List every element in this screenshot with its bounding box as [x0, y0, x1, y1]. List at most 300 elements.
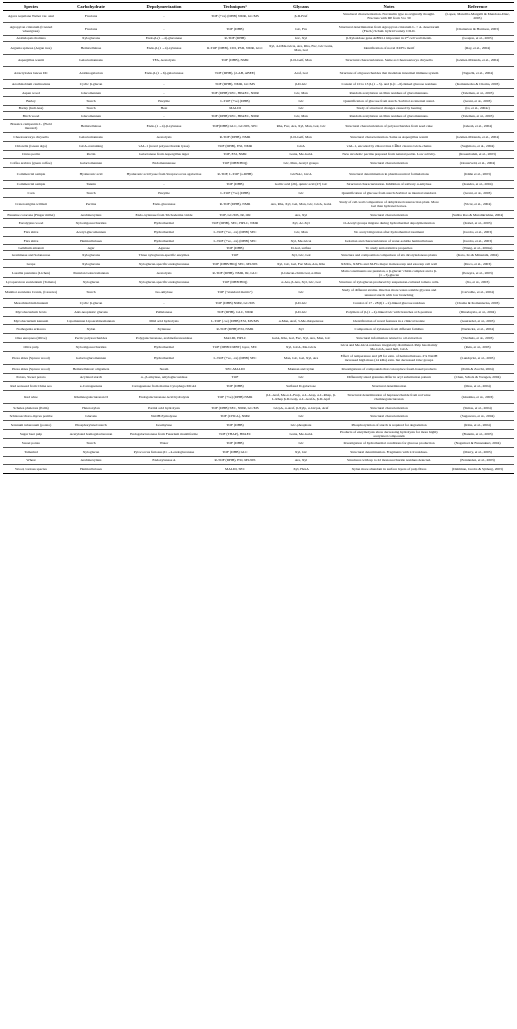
cell-carbohydrate: Fructans [59, 23, 123, 36]
cell-glycans: GalA, Me-GalA [265, 429, 337, 438]
cell-techniques: R-TOF (DHB) [205, 36, 265, 42]
cell-techniques: TOF [205, 251, 265, 260]
cell-depolymerization: Polygalacturonase, arabinofuranosidase [123, 334, 205, 343]
cell-techniques: TOF (DHB) [205, 245, 265, 251]
cell-glycans: Araf, Gal [265, 67, 337, 80]
cell-carbohydrate: Galactomannans [59, 54, 123, 67]
cell-notes: Phosphorylation of starch is required for degradation [337, 421, 441, 430]
cell-carbohydrate: Acetylated homogalacturonan [59, 429, 123, 438]
cell-carbohydrate: Xyloglucans [59, 251, 123, 260]
cell-reference: (Glushka, et al., 2003) [441, 391, 514, 404]
cell-carbohydrate: Pectic polysaccharides [59, 334, 123, 343]
cell-reference: (Dahlman, Jacobs & Sjöberg, 2003) [441, 465, 514, 474]
cell-depolymerization: Hydrothermal [123, 236, 205, 245]
cell-depolymerization: Hydrothermal [123, 352, 205, 365]
cell-species: Craterostigma wilmsii [3, 198, 59, 211]
cell-reference: (Subba Rao & Muralikrishna, 2004) [441, 210, 514, 219]
table-row [3, 210, 514, 219]
cell-techniques: R-TOF (DHB), NMR, IR, GLC [205, 268, 265, 277]
cell-species: Birch wood [3, 111, 59, 120]
cell-species: Chlorella (Green alga) [3, 141, 59, 150]
table-row [3, 364, 514, 373]
cell-depolymerization: Iso-amylase [123, 286, 205, 299]
cell-species: Atractylodes lancea DC [3, 67, 59, 80]
cell-species: Barley (hull-less) [3, 106, 59, 112]
cell-depolymerization: - [123, 111, 205, 120]
cell-depolymerization: Xylanase [123, 325, 205, 334]
cell-carbohydrate: Tannin [59, 180, 123, 189]
table-row [3, 80, 514, 89]
cell-techniques: TOF (DHB), ESI, NMR [205, 141, 265, 150]
cell-notes: Structural characterization. Same as Aspergillus wentii [337, 133, 441, 142]
cell-techniques: R-TOF (DHB), NMR [205, 198, 265, 211]
header-depolymerization: Depolymerization [123, 3, 205, 11]
cell-reference: (Komaniecka & Choma, 2003) [441, 80, 514, 89]
cell-reference: (Choma & Komaniecka, 2003) [441, 299, 514, 308]
cell-glycans: Sulfated D-galactose [265, 382, 337, 391]
cell-reference: (Bonnin, et al., 2003) [441, 429, 514, 438]
cell-notes: Polymers of β-(1→4)-linked Glc with branches at 6-position [337, 308, 441, 317]
cell-depolymerization: Hydrothermal [123, 342, 205, 351]
cell-reference: (Vierhuis, et al., 2003) [441, 334, 514, 343]
table-row [3, 403, 514, 412]
cell-depolymerization: - [123, 80, 205, 89]
table-row [3, 456, 514, 465]
cell-carbohydrate: Starch [59, 189, 123, 198]
cell-carbohydrate: Heteroxylan [59, 403, 123, 412]
cell-reference: (Grant, et al., 2003) [441, 97, 514, 106]
cell-depolymerization: Pyrococcus furiosus β1→4-endoglucanase [123, 447, 205, 456]
cell-reference: (Jacobs, et al., 2003) [441, 228, 514, 237]
cell-glycans: GalA, Me-GalA [265, 150, 337, 159]
cell-reference: (Palm & Zacchi, 2004) [441, 364, 514, 373]
cell-notes: Identification of novel XUFG motif [337, 41, 441, 54]
cell-carbohydrate: Starch [59, 97, 123, 106]
cell-depolymerization: Endo-xylanase from Trichoderma viride [123, 210, 205, 219]
cell-carbohydrate: Xyloglucan [59, 277, 123, 286]
cell-carbohydrate: Xyloglucans [59, 259, 123, 268]
table-row [3, 325, 514, 334]
cell-carbohydrate: Hyaluronic acid [59, 167, 123, 180]
cell-glycans: Glc, Man [265, 228, 337, 237]
cell-techniques: TOF (DHB) SEC, NMR, GC/MS [205, 403, 265, 412]
cell-species: Mycobacterium bovis [3, 308, 59, 317]
cell-glycans: Glc, Man [265, 111, 337, 120]
table-header-row [3, 3, 514, 11]
cell-reference: (Gómez-Miranda, et al., 2004) [441, 54, 514, 67]
cell-depolymerization: Pullulanase [123, 308, 205, 317]
cell-notes: Structural characterization. Not inulin type as originally thought. Fructans with DP from 3 to 30 [337, 10, 441, 23]
cell-species: Agave tequilana Weber var. azul [3, 10, 59, 23]
cell-reference: (Nerinckx, et al., 2004) [441, 325, 514, 334]
cell-depolymerization: - [123, 10, 205, 23]
cell-depolymerization: Mild acid hydrolysis [123, 316, 205, 325]
cell-glycans: Rha, Fuc, Ara, Xyl, Man, Gal, Glc [265, 120, 337, 133]
cell-carbohydrate: Acetyl-glucomannan [59, 228, 123, 237]
cell-glycans: GlcA [265, 141, 337, 150]
table-row [3, 10, 514, 23]
cell-species: Red seaweed from China sea [3, 382, 59, 391]
cell-notes: Structural characterization. Inhibition of salivary α-amylase [337, 180, 441, 189]
cell-carbohydrate: Xylooligosaccharides [59, 342, 123, 351]
cell-species: Chaetosartorya chrysella [3, 133, 59, 142]
table-row [3, 342, 514, 351]
cell-techniques: TOF (DHB) [205, 382, 265, 391]
cell-glycans: β-D-Glc [265, 299, 337, 308]
cell-depolymerization: NaOH/Zymolyase [123, 412, 205, 421]
cell-techniques: TOF (DHB) NMR, GC/MS [205, 299, 265, 308]
cell-carbohydrate: Glucans [59, 412, 123, 421]
cell-carbohydrate: Acylated starch [59, 373, 123, 382]
cell-species: Olive pulp [3, 342, 59, 351]
cell-notes: New alcoholic pectins prepared from natural pectin. Low activity. [337, 150, 441, 159]
cell-species: Schizosaccharo-myces pombe [3, 412, 59, 421]
cell-species: Red wine [3, 391, 59, 404]
cell-notes: Study of different strains. One has more water-soluble glycans and unusual starch with low branching [337, 286, 441, 299]
cell-notes: Structural characterization [337, 159, 441, 168]
cell-depolymerization: Partial acid hydrolysis [123, 403, 205, 412]
cell-carbohydrate: Lipomannan Lipoarabinomannan [59, 316, 123, 325]
cell-depolymerization: Endo-(1→4)-β-xylanase [123, 120, 205, 133]
cell-species: Coffea arabica (green coffee) [3, 159, 59, 168]
cell-carbohydrate: Xylooligosaccharides [59, 219, 123, 228]
cell-species: Solanum tuberosum (potato) [3, 421, 59, 430]
cell-depolymerization: vAL-1 (novel polysaccharide lyase) [123, 141, 205, 150]
cell-techniques: TOF(DHB) GLC, GC/MS, SEC [205, 120, 265, 133]
cell-techniques: R-TOF, L-TOF (s-DHB) [205, 167, 265, 180]
cell-glycans: Glc [265, 439, 337, 448]
cell-reference: (Ritte, et al., 2004) [441, 421, 514, 430]
cell-carbohydrate: Cyclic β-glucan [59, 80, 123, 89]
cell-species: Corn [3, 189, 59, 198]
cell-reference: (Goujon, et al., 2003) [441, 36, 514, 42]
cell-glycans: β-D-Galf, Man [265, 54, 337, 67]
cell-techniques: TOF (DHB) [205, 180, 265, 189]
cell-carbohydrate: Glucomannan [59, 88, 123, 97]
cell-notes: To study antioxidative properties [337, 245, 441, 251]
cell-species: Commercial sample [3, 180, 59, 189]
cell-depolymerization: Agarase [123, 245, 205, 251]
cell-reference: (Simas, et al., 2004) [441, 403, 514, 412]
cell-depolymerization: α-, β-amylase, amyloglucosidase [123, 373, 205, 382]
cell-glycans: Xyl, Me-GlcA [265, 236, 337, 245]
cell-depolymerization: Acetolysis [123, 268, 205, 277]
cell-techniques: TOF (DHB) SEC, HPAEC, NMR [205, 88, 265, 97]
cell-species: Barley [3, 97, 59, 106]
cell-reference: (Kandra, et al., 2004) [441, 180, 514, 189]
header-notes: Notes [337, 3, 441, 11]
table-row [3, 286, 514, 299]
cell-notes: Structural characterization [337, 403, 441, 412]
cell-techniques: TOF, ESI, NMR [205, 150, 265, 159]
cell-notes: Structural determination of heptasaccharide from red wine rhamnogalacturonan [337, 391, 441, 404]
cell-notes: Quantification of glucose from starch. Sorbitol as internal stand. [337, 97, 441, 106]
cell-techniques: SEC-MALDI [205, 364, 265, 373]
cell-carbohydrate: Galactoglucomannan [59, 352, 123, 365]
cell-glycans: Glc [265, 106, 337, 112]
cell-notes: GlcA and Me-GlcA residues irregularly distributed. Pulp has mainly Me-GlcA, seed hull, GlcA [337, 342, 441, 351]
cell-glycans: Glc [265, 373, 337, 382]
cell-reference: (Guérardel, et al., 2003) [441, 316, 514, 325]
cell-techniques: TOF (DHB), NMR [205, 54, 265, 67]
cell-notes: Random acetylation on Man residues of glucomannans. [337, 111, 441, 120]
cell-notes: Structure of xyloglucan produced by suspension-cultured tomato cells. [337, 277, 441, 286]
cell-species: Nothogenia erinacea [3, 325, 59, 334]
cell-carbohydrate: Starch [59, 286, 123, 299]
cell-glycans: β-D-Galf, Man [265, 133, 337, 142]
cell-species: Gramineae and Solanaceae [3, 251, 59, 260]
table-row [3, 189, 514, 198]
cell-carbohydrate: Phosphorylated starch [59, 421, 123, 430]
cell-glycans: Xyl [265, 325, 337, 334]
cell-glycans: Xyl, Glc, Gal, Fuc Man, Ara, Rha [265, 259, 337, 268]
cell-notes: Isolation and characterization of water-soluble hemicelluloses [337, 236, 441, 245]
table-row [3, 180, 514, 189]
cell-techniques: L-TOF (+ve) (DHB) [205, 189, 265, 198]
cell-techniques: R-TOF (DHB), CID, PSD, NMR, GLC [205, 41, 265, 54]
cell-depolymerization: Endogalacturonase from Fusarium moniliforme [123, 429, 205, 438]
cell-carbohydrate: Galactomannan [59, 159, 123, 168]
cell-techniques: TOF (DHB/HIQ) [205, 159, 265, 168]
cell-reference: (Kabel, et al., 2003) [441, 219, 514, 228]
cell-glycans: Glc [265, 412, 337, 421]
table-row [3, 88, 514, 97]
cell-techniques: L-TOF (+ve, -ve) (DHB) SEC [205, 236, 265, 245]
cell-glycans: Man, Glc, Gal, Xyl, Ara [265, 352, 337, 365]
cell-reference: (Rosenbohm, et al., 2003) [441, 150, 514, 159]
cell-glycans: D-Gal, sulfate [265, 245, 337, 251]
cell-notes: Consist of 10 to 13 β-(1→3)- and β-(1→6)-linked glucose residues [337, 80, 441, 89]
cell-reference: (Taguchi, et al., 2004) [441, 67, 514, 80]
cell-carbohydrate: Galactomannans [59, 133, 123, 142]
cell-species: Arabidopsis thaliana [3, 36, 59, 42]
cell-notes: Study of cell-wall composition of dehydrated resurrection plant. More Gal than hydrated leaves. [337, 198, 441, 211]
cell-glycans: Glc-phosphate [265, 421, 337, 430]
table-row [3, 439, 514, 448]
cell-techniques: L-TOF (+ve, -ve) (DHB) SEC [205, 228, 265, 237]
cell-notes: Structures with up to 22 monosaccharide residues detected. [337, 456, 441, 465]
cell-carbohydrate: Hemicelluloses [59, 465, 123, 474]
cell-notes: Investigation of hydrothermal conditions for glucose production [337, 439, 441, 448]
cell-reference: (Sugimoto, et al., 2004) [441, 141, 514, 150]
cell-notes: Quantification of glucose from starch.Sorbitol as internal standard. [337, 189, 441, 198]
cell-notes: Products of enzymolysis show decreasing hydrolysis for more highly acetylated compounds [337, 429, 441, 438]
cell-glycans: Glc [265, 189, 337, 198]
cell-techniques: TOF ("standard matrix") [205, 286, 265, 299]
cell-techniques: TOF (DHB), NMR, GC/MS [205, 80, 265, 89]
cell-reference: (Fernández, et al., 2003) [441, 456, 514, 465]
cell-reference: (Dinadayala, et al., 2004) [441, 308, 514, 317]
cell-reference: (Chen, Schols & Voragen, 2004) [441, 373, 514, 382]
document-page [3, 2, 514, 474]
cell-reference: (Carvalho, et al., 2004) [441, 286, 514, 299]
cell-glycans: Glc, Man [265, 88, 337, 97]
cell-reference: (Chatterton & Harrison, 2003) [441, 23, 514, 36]
cell-glycans: Gallic acid (26), quinic acid (27) Glc [265, 180, 337, 189]
cell-carbohydrate: Starch [59, 106, 123, 112]
table-row [3, 198, 514, 211]
table-row [3, 67, 514, 80]
cell-techniques: R-TOF (DHB), NMR [205, 133, 265, 142]
cell-depolymerization: Endogalacturonase Acid hydrolysis [123, 391, 205, 404]
cell-carbohydrate: Fructans [59, 10, 123, 23]
table-row [3, 421, 514, 430]
table-row [3, 41, 514, 54]
cell-carbohydrate: Xyloglucans [59, 36, 123, 42]
table-row [3, 429, 514, 438]
cell-species: Flax shive [3, 228, 59, 237]
cell-glycans: Ara, Rha, Xyl, Gal, Man, Glc, GlcA, GalA [265, 198, 337, 211]
cell-reference: (Teleman, et al., 2003) [441, 88, 514, 97]
cell-depolymerization: - [123, 88, 205, 97]
table-row [3, 465, 514, 474]
cell-notes: Comparison of xylanases from different families [337, 325, 441, 334]
cell-techniques: TOF (DHB), (2-AB, ABEE) [205, 67, 265, 80]
table-row [3, 167, 514, 180]
cell-notes: Investigations of compounds that can replace fossil-based products [337, 364, 441, 373]
cell-techniques: MALDI, HPLC [205, 334, 265, 343]
cell-species: Wheat [3, 456, 59, 465]
cell-depolymerization: Xyloglucan-specific endoglucanase [123, 259, 205, 268]
cell-notes: Structural determination in pharmaceutical formulations [337, 167, 441, 180]
table-row [3, 412, 514, 421]
cell-carbohydrate: Hemicellulose [59, 120, 123, 133]
cell-reference: (Lopez, Mancilla-Margalli & Mendoza-Diaz, 2003) [441, 10, 514, 23]
cell-notes: Structural determination [337, 382, 441, 391]
header-carbohydrate: Carbohydrate [59, 3, 123, 11]
cell-depolymerization: Carrageenase from marine Cytophaga MCA2 [123, 382, 205, 391]
cell-depolymerization: Steam [123, 364, 205, 373]
cell-reference: (Pereyra, et al., 2003) [441, 268, 514, 277]
cell-species: Mycobacterium kansasii [3, 316, 59, 325]
header-techniques: Techniques¹ [205, 3, 265, 11]
header-glycans: Glycans [265, 3, 337, 11]
cell-carbohydrate: Pectin [59, 150, 123, 159]
cell-notes: Structural characterization [337, 412, 441, 421]
cell-glycans: Xyl, Glc, Gal [265, 251, 337, 260]
table-row [3, 334, 514, 343]
table-row [3, 54, 514, 67]
cell-techniques: TOF (DHB) [205, 439, 265, 448]
table-row [3, 150, 514, 159]
table-row [3, 277, 514, 286]
table-row [3, 111, 514, 120]
cell-depolymerization: Three xyloglucan-specific enzymes [123, 251, 205, 260]
cell-notes: Xylan more abundant in surface layers of pulp fibres [337, 465, 441, 474]
cell-techniques: TOF (DHB) [205, 421, 265, 430]
cell-techniques: R-TOF (DHB) ESI, NMR [205, 325, 265, 334]
table-row [3, 352, 514, 365]
cell-depolymerization: Endoxylanase A [123, 456, 205, 465]
cell-reference: (Kühn et al., 2003) [441, 167, 514, 180]
cell-glycans: Xyl, 4-OMe-GlcA, Ara, Rha, Fuc, Glc GalA, Man, Gal [265, 41, 337, 54]
cell-carbohydrate: Arabinoxylans [59, 456, 123, 465]
cell-notes: No acetyl migration after hydrothermal treatment [337, 228, 441, 237]
cell-notes: Structural characterization. Same as Chaetosartorya chrysella [337, 54, 441, 67]
table-body [3, 10, 514, 473]
cell-depolymerization: Enzyme [123, 189, 205, 198]
cell-techniques: TOF (DHB) [205, 23, 265, 36]
cell-notes: Effect of temperature and pH for extn. of hemicelluloses. 2% NaOH increased high mass (14 kDa) extn. but decreased OAc groups [337, 352, 441, 365]
cell-techniques: TOF (DHB/HIQ) [205, 277, 265, 286]
cell-glycans: Mannan and xylan [265, 364, 337, 373]
cell-carbohydrate: Agar [59, 245, 123, 251]
cell-depolymerization: Hydrothermal [123, 228, 205, 237]
cell-depolymerization: Endo-β-(1→6)-galactanase [123, 67, 205, 80]
table-row [3, 259, 514, 268]
table-row [3, 23, 514, 36]
cell-carbohydrate: Xylan [59, 325, 123, 334]
cell-carbohydrate: Rhamnogalacturonan II [59, 391, 123, 404]
cell-techniques: TOF (DHB), SEC, HPLC, NMR [205, 219, 265, 228]
cell-techniques: L-TOF (+ve) (DHB) [205, 97, 265, 106]
cell-species: Olea europaea (Olive) [3, 334, 59, 343]
cell-carbohydrate: Hemicellulosic oligomers [59, 364, 123, 373]
cell-techniques: MALDI [205, 106, 265, 112]
cell-reference: (Marry, et al., 2003) [441, 447, 514, 456]
cell-notes: vAL-1, encoded by chlorovirus CⅡK2 cleaves GlcA-chains [337, 141, 441, 150]
cell-species: Lasallia pustulata (Lichen) [3, 268, 59, 277]
cell-depolymerization: Hyaluronic acid lyase from Streptococcus agalactiae [123, 167, 205, 180]
cell-reference: (Jacobs, et al., 2003) [441, 236, 514, 245]
cell-glycans: Glc [265, 97, 337, 106]
table-row [3, 120, 514, 133]
cell-techniques: TOF (DHB/HIQ) SEC, MS/MS [205, 259, 265, 268]
table-row [3, 308, 514, 317]
cell-notes: O-Acetyl groups migrate during hydrothermal depolymerization [337, 219, 441, 228]
cell-techniques: TOF (DHB/CMBT) layer, SEC [205, 342, 265, 351]
cell-glycans: Glc, Man, Acetyl groups [265, 159, 337, 168]
cell-species: Argania spinosa (Argan tree) [3, 41, 59, 54]
cell-carbohydrate: Hemicellulose [59, 41, 123, 54]
cell-species: Manihot esculenta Crantz, (Cassava) [3, 286, 59, 299]
cell-species: Gelidium amansii [3, 245, 59, 251]
cell-techniques: L-TOF (-ve) (DHB) ESI, MS/MS [205, 316, 265, 325]
cell-glycans: β-D-Fruf [265, 10, 337, 23]
cell-species: Picea abies (Spruce wood) [3, 364, 59, 373]
cell-notes: XXXG, XXFG and XLFG major in mesocarp and exocarp cell wall [337, 259, 441, 268]
table-row [3, 373, 514, 382]
table-row [3, 391, 514, 404]
cell-depolymerization: Acetolysis [123, 133, 205, 142]
cell-glycans: β-D-Glc [265, 308, 337, 317]
cell-glycans: Ara, Xyl [265, 456, 337, 465]
table-row [3, 316, 514, 325]
cell-glycans: β-D-Glc [265, 80, 337, 89]
cell-reference: (Sugawara, et al., 2004) [441, 412, 514, 421]
cell-carbohydrate: Starch [59, 439, 123, 448]
cell-depolymerization: - [123, 23, 205, 36]
cell-species: Wood, various species [3, 465, 59, 474]
cell-carbohydrate: GlcA-containing [59, 141, 123, 150]
cell-depolymerization: - [123, 299, 205, 308]
cell-notes: Structural characterization [337, 210, 441, 219]
cell-carbohydrate: Pustulan Galactomannan [59, 268, 123, 277]
cell-species: Mesorhizobium huakuii [3, 299, 59, 308]
cell-techniques: R-TOF (DHB), ESI, MS/MS [205, 456, 265, 465]
cell-species: Lycopersicon esculentum (Tomato) [3, 277, 59, 286]
cell-depolymerization: Galactanase from Aspergillus niger [123, 150, 205, 159]
cell-notes: Identification of novel features in a clinical isolate [337, 316, 441, 325]
cell-notes: Main constituents are pustulan, a β-glucan−chitin complex and a β-(1→3)-glucan [337, 268, 441, 277]
cell-depolymerization: Endo-β-(1→4)-xylanase [123, 41, 205, 54]
cell-glycans: Xyl, HexA [265, 465, 337, 474]
cell-glycans: Xyl, Ac-Xyl [265, 219, 337, 228]
cell-reference: (Vicré, et al., 2004) [441, 198, 514, 211]
cell-techniques: TOF (DHB) GLC [205, 447, 265, 456]
cell-depolymerization: Heat [123, 106, 205, 112]
cell-techniques: TOF (DHB) SEC, HPAEC, NMR [205, 111, 265, 120]
